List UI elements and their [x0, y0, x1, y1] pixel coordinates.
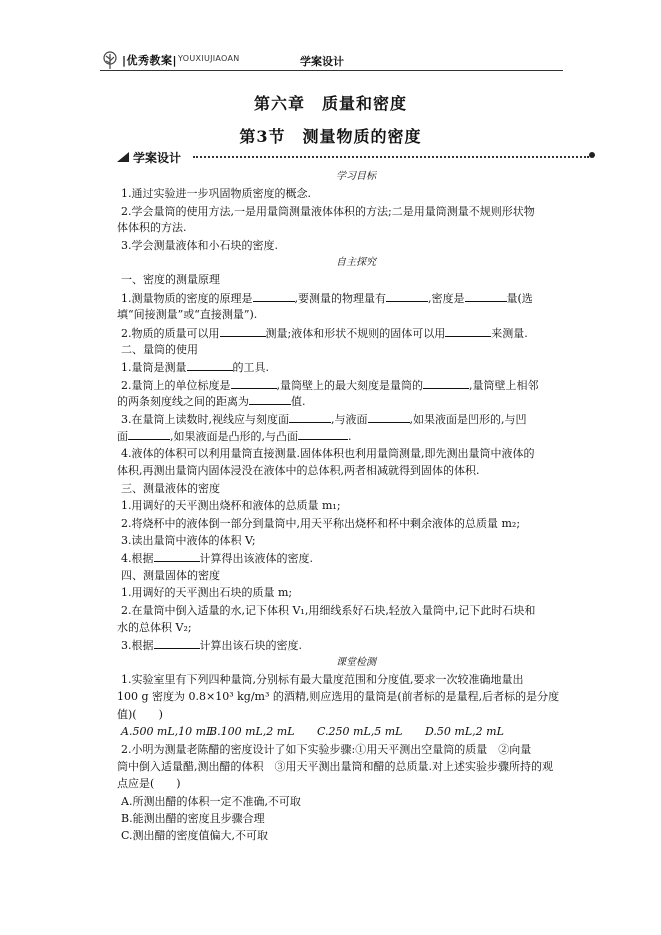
fill-line-q2b: 的两条刻度线之间的距离为 值. — [117, 395, 306, 408]
answer-blank[interactable] — [465, 291, 507, 302]
answer-blank[interactable] — [231, 378, 277, 389]
answer-blank[interactable] — [220, 326, 266, 337]
line-q4b: 体积,再测出量筒内固体浸没在液体中的总体积,两者相减就得到固体的体积. — [117, 464, 480, 477]
line-q4a: 4.液体的体积可以利用量筒直接测量.固体体积也利用量筒测量,即先测出量筒中液体的 — [121, 447, 535, 460]
fill-line-q3a: 3.在量筒上读数时,视线应与刻度面 ,与液面 ,如果液面是凹形的,与凹 — [121, 413, 527, 426]
answer-blank[interactable] — [187, 360, 233, 371]
answer-blank[interactable] — [249, 394, 291, 405]
option-2a[interactable]: A.所测出醋的体积一定不准确,不可取 — [121, 795, 301, 808]
option-b[interactable]: B.100 mL,2 mL — [209, 725, 295, 738]
question-1b: 100 g 密度为 0.8×10³ kg/m³ 的酒精,则应选用的量筒是(前者标的是量程,后者标的是分度 — [117, 690, 560, 703]
fill-line-p1b: 填“间接测量”或“直接测量”). — [117, 308, 258, 321]
fill-line-p2: 2.物质的质量可以用 测量;液体和形状不规则的固体可以用 来测量. — [121, 327, 528, 340]
answer-blank[interactable] — [154, 638, 200, 649]
objective-2b: 体体积的方法. — [117, 221, 187, 234]
question-2c: 点应是( ) — [117, 777, 181, 790]
answer-blank[interactable] — [423, 378, 469, 389]
banner-dot-icon — [589, 152, 595, 158]
objective-3: 3.学会测量液体和小石块的密度. — [121, 239, 278, 252]
brand-name: |优秀教案| — [122, 54, 178, 67]
tree-logo-icon — [100, 50, 120, 70]
answer-blank[interactable] — [368, 412, 410, 423]
step-s3: 3.根据 计算出该石块的密度. — [121, 639, 302, 652]
answer-blank[interactable] — [298, 429, 348, 440]
answer-blank[interactable] — [253, 291, 295, 302]
answer-blank[interactable] — [386, 291, 428, 302]
heading-liquid: 三、测量液体的密度 — [121, 482, 220, 495]
explore-heading: 自主探究 — [336, 257, 376, 268]
answer-blank[interactable] — [154, 551, 200, 562]
fill-line-q2a: 2.量筒上的单位标度是 ,量筒壁上的最大刻度是量筒的 ,量筒壁上相邻 — [121, 379, 539, 392]
heading-principle: 一、密度的测量原理 — [121, 273, 220, 286]
objective-1: 1.通过实验进一步巩固物质密度的概念. — [121, 187, 311, 200]
option-2c[interactable]: C.测出醋的密度值偏大,不可取 — [121, 829, 269, 842]
step-r3: 3.读出量筒中液体的体积 V; — [121, 534, 256, 547]
page-header — [100, 48, 563, 72]
answer-blank[interactable] — [289, 412, 331, 423]
banner-dotted-line — [193, 156, 589, 158]
fill-line-q3b: 面 ,如果液面是凸形的,与凸面 . — [117, 430, 352, 443]
check-heading: 课堂检测 — [336, 657, 376, 668]
step-s2a: 2.在量筒中倒入适量的水,记下体积 V₁,用细线系好石块,轻放入量筒中,记下此时石块和 — [121, 604, 536, 617]
step-s2b: 水的总体积 V₂; — [117, 621, 192, 634]
answer-blank[interactable] — [128, 429, 170, 440]
objectives-heading: 学习目标 — [336, 171, 376, 182]
header-rule — [100, 70, 563, 71]
fill-line-q1: 1.量筒是测量 的工具. — [121, 361, 269, 374]
heading-cylinder: 二、量筒的使用 — [121, 343, 198, 356]
chapter-title: 第六章 质量和密度 — [253, 94, 407, 113]
heading-solid: 四、测量固体的密度 — [121, 569, 220, 582]
step-s1: 1.用调好的天平测出石块的质量 m; — [121, 586, 293, 599]
section-banner — [117, 150, 595, 164]
question-1-options — [121, 725, 504, 739]
answer-blank[interactable] — [445, 326, 491, 337]
question-1c: 值)( ) — [117, 708, 163, 721]
question-1a: 1.实验室里有下列四种量筒,分别标有最大量度范围和分度值,要求一次较准确地量出 — [121, 673, 524, 686]
brand-name-en: YOUXIUJIAOAN — [178, 54, 240, 63]
step-r2: 2.将烧杯中的液体倒一部分到量筒中,用天平称出烧杯和杯中剩余液体的总质量 m₂; — [121, 517, 521, 530]
option-c[interactable]: C.250 mL,5 mL — [317, 725, 403, 738]
section-title: 第3节 测量物质的密度 — [239, 127, 422, 146]
banner-label: 学案设计 — [117, 149, 181, 166]
objective-2a: 2.学会量筒的使用方法,一是用量筒测量液体体积的方法;二是用量筒测量不规则形状物 — [121, 205, 535, 218]
step-r4: 4.根据 计算得出该液体的密度. — [121, 552, 313, 565]
option-a[interactable]: A.500 mL,10 mL — [121, 725, 214, 738]
question-2a: 2.小明为测量老陈醋的密度设计了如下实验步骤:①用天平测出空量筒的质量 ②向量 — [121, 743, 532, 756]
step-r1: 1.用调好的天平测出烧杯和液体的总质量 m₁; — [121, 499, 341, 512]
option-2b[interactable]: B.能测出醋的密度且步骤合理 — [121, 812, 265, 825]
fill-line-p1a: 1.测量物质的密度的原理是 ,要测量的物理量有 ,密度是 量(选 — [121, 292, 533, 305]
option-d[interactable]: D.50 mL,2 mL — [425, 725, 504, 738]
question-2b: 筒中倒入适量醋,测出醋的体积 ③用天平测出量筒和醋的总质量.对上述实验步骤所持的观 — [117, 760, 553, 773]
header-design-label: 学案设计 — [300, 55, 344, 68]
